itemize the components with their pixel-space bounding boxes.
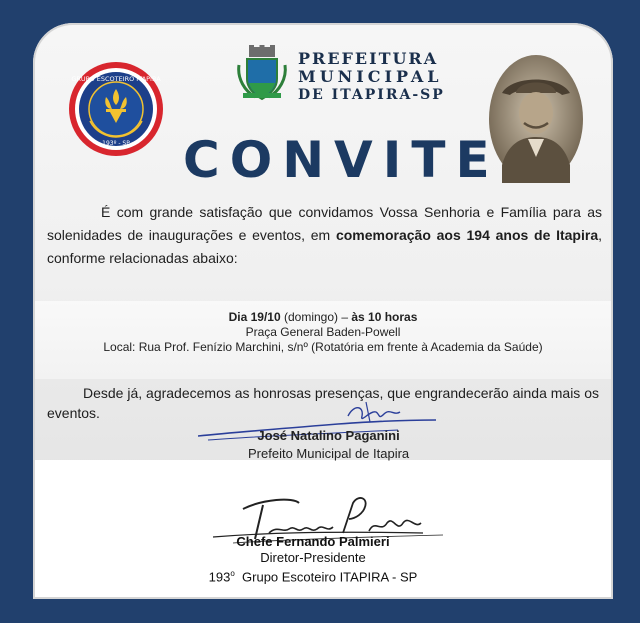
scout-badge-icon: [68, 61, 164, 157]
mayor-name: José Natalino Paganini: [257, 428, 400, 443]
chief-group-number: 193: [208, 569, 231, 585]
badge-text-bottom: 193º - SP: [102, 140, 130, 147]
prefeitura-wordmark: [298, 50, 445, 104]
chief-group-ordinal: o: [230, 569, 235, 578]
chief-name: Chefe Fernando Palmieri: [236, 534, 390, 549]
prefeitura-line-1: PREFEITURA: [298, 49, 439, 68]
chief-group: [33, 566, 593, 585]
founder-portrait-image: [488, 53, 584, 185]
invitation-card: [33, 23, 613, 597]
event-location: Local: Rua Prof. Fenízio Marchini, s/nº (Rotatória em frente à Academia da Saúde): [103, 340, 543, 354]
prefeitura-line-2: MUNICIPAL: [298, 67, 443, 86]
chief-group-name: Grupo Escoteiro ITAPIRA - SP: [234, 569, 418, 585]
event-place: Praça General Baden-Powell: [245, 325, 401, 339]
mayor-block: [248, 427, 409, 463]
mayor-title: Prefeito Municipal de Itapira: [248, 446, 410, 461]
event-time: às 10 horas: [351, 310, 418, 324]
event-date: Dia 19/10: [228, 310, 281, 324]
event-date-line: [33, 310, 613, 325]
chief-block: [33, 534, 593, 585]
municipal-crest-icon: [233, 45, 291, 103]
thanks-text: Desde já, agradecemos as honrosas presenças, que engrandecerão ainda mais os eventos.: [47, 385, 599, 421]
event-details: [33, 310, 613, 355]
intro-highlight: comemoração aos 194 anos de Itapira: [335, 227, 599, 243]
title-convite: CONVITE: [183, 131, 500, 189]
intro-paragraph: [47, 201, 602, 270]
chief-role: Diretor-Presidente: [260, 550, 366, 565]
event-weekday: (domingo) –: [280, 310, 352, 324]
badge-text-top: GRUPO ESCOTEIRO ITAPIRA: [71, 75, 161, 83]
prefeitura-line-3: DE ITAPIRA-SP: [298, 87, 445, 103]
intro-text-1: É com grande satisfação que convidamos Vossa Senhoria e Família para as solenidades de inaugurações e eventos, em: [47, 204, 602, 243]
intro-text-2: , conforme relacionadas abaixo:: [47, 227, 603, 266]
